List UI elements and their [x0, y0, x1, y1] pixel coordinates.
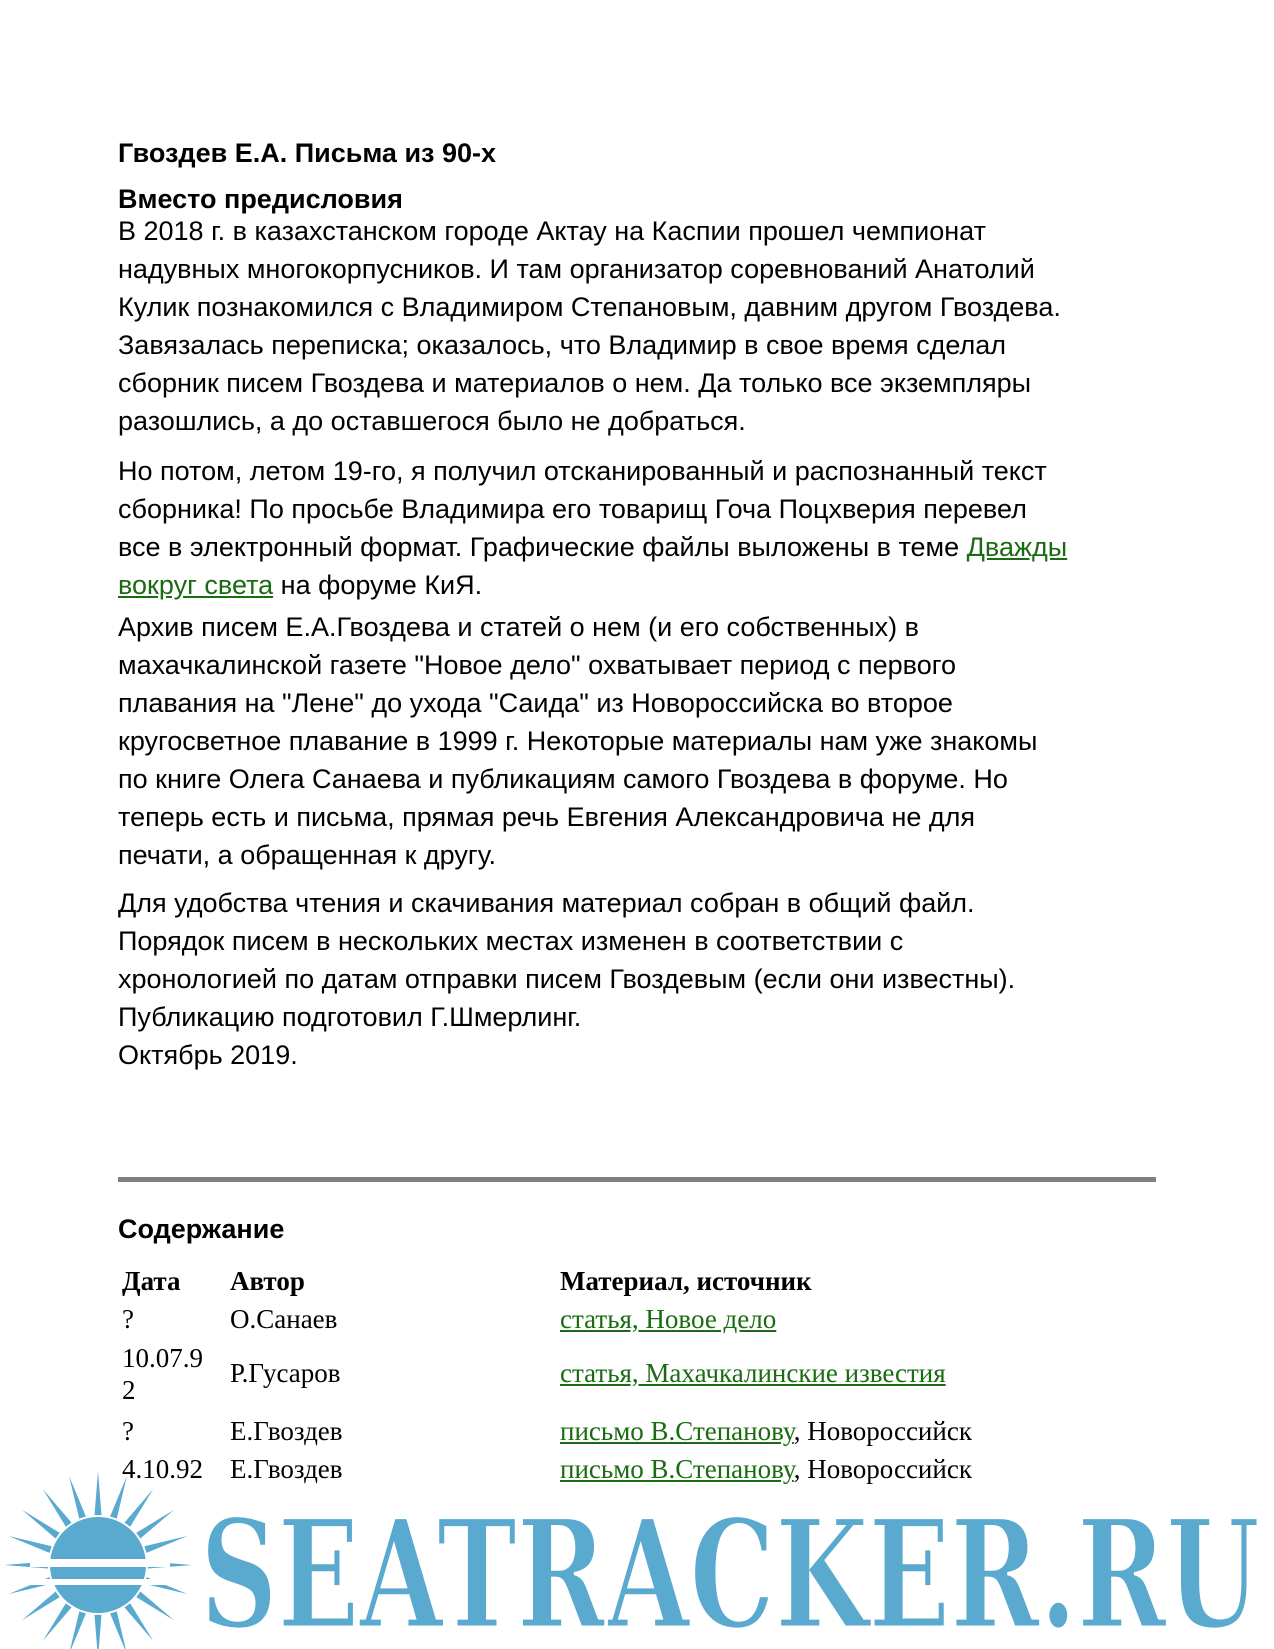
row-author: Е.Гвоздев	[230, 1454, 343, 1484]
forum-topic-link-continued[interactable]: вокруг света	[118, 570, 274, 600]
text-line: печати, а обращенная к другу.	[118, 840, 497, 870]
text-fragment: на форуме КиЯ.	[273, 570, 483, 600]
paragraph-3	[118, 608, 1158, 874]
sun-ray	[22, 1510, 60, 1539]
text-line: сборник писем Гвоздева и материалов о нем. Да только все экземпляры	[118, 368, 1032, 398]
sun-icon	[4, 1471, 192, 1649]
row-material	[560, 1304, 776, 1335]
row-author: О.Санаев	[230, 1304, 338, 1334]
text-fragment: все в электронный формат. Графические файлы выложены в теме	[118, 532, 967, 562]
paragraph-2	[118, 452, 1158, 604]
sun-ray	[69, 1611, 86, 1649]
paragraph-4	[118, 884, 1158, 1074]
sun-ray	[9, 1536, 52, 1553]
row-date-part: 2	[122, 1375, 136, 1405]
text-line: Порядок писем в нескольких местах изменен в соответствии с	[118, 926, 904, 956]
sun-ray	[110, 1611, 127, 1649]
material-link[interactable]: статья, Новое дело	[560, 1304, 777, 1334]
row-location: , Новороссийск	[793, 1454, 972, 1484]
sun-ray	[95, 1615, 102, 1649]
text-line: махачкалинской газете "Новое дело" охватывает период с первого	[118, 650, 956, 680]
watermark-logo	[0, 1455, 1274, 1649]
row-material	[560, 1358, 946, 1389]
contents-heading: Содержание	[118, 1214, 285, 1244]
text-line: плавания на "Лене" до ухода "Саида" из Новороссийска во второе	[118, 688, 953, 718]
material-link[interactable]: статья, Махачкалинские известия	[560, 1358, 946, 1388]
forum-topic-link[interactable]: Дважды	[966, 532, 1068, 562]
text-line: Архив писем Е.А.Гвоздева и статей о нем (и его собственных) в	[118, 612, 919, 642]
sun-ray	[69, 1476, 86, 1519]
row-date-part: 10.07.9	[122, 1343, 203, 1373]
watermark-text: SEATRACKER.RU	[200, 1487, 1260, 1649]
text-line: Для удобства чтения и скачивания материал собран в общий файл.	[118, 888, 975, 918]
text-line: хронологией по датам отправки писем Гвоздевым (если они известны).	[118, 964, 1016, 994]
row-date: ?	[122, 1416, 134, 1446]
text-line: теперь есть и письма, прямая речь Евгения Александровича не для	[118, 802, 976, 832]
text-line: разошлись, а до оставшегося было не добраться.	[118, 406, 746, 436]
row-date: ?	[122, 1304, 134, 1334]
column-header-material: Материал, источник	[560, 1266, 812, 1296]
text-line: надувных многокорпусников. И там организатор соревнований Анатолий	[118, 254, 1035, 284]
text-line: по книге Олега Санаева и публикациям самого Гвоздева в форуме. Но	[118, 764, 1008, 794]
row-author: Р.Гусаров	[230, 1358, 341, 1388]
sun-ray	[43, 1489, 72, 1527]
sun-ray	[136, 1591, 174, 1620]
row-location: , Новороссийск	[793, 1416, 972, 1446]
horizontal-divider	[118, 1177, 1156, 1182]
text-line: Публикацию подготовил Г.Шмерлинг.	[118, 1002, 582, 1032]
paragraph-1	[118, 212, 1158, 440]
text-line: сборника! По просьбе Владимира его товарищ Гоча Поцхверия перевел	[118, 494, 1027, 524]
section-heading-preface: Вместо предисловия	[118, 184, 403, 214]
text-line: кругосветное плавание в 1999 г. Некоторые материалы нам уже знакомы	[118, 726, 1038, 756]
text-line	[118, 528, 1158, 566]
text-line: Завязалась переписка; оказалось, что Владимир в свое время сделал	[118, 330, 1006, 360]
sun-ray	[124, 1489, 153, 1527]
row-material	[560, 1416, 972, 1447]
sun-ray	[95, 1471, 102, 1515]
material-link[interactable]: письмо В.Степанову	[560, 1454, 794, 1484]
material-link[interactable]: письмо В.Степанову	[560, 1416, 794, 1446]
text-line: Но потом, летом 19-го, я получил отсканированный и распознанный текст	[118, 456, 1047, 486]
text-line: В 2018 г. в казахстанском городе Актау на Каспии прошел чемпионат	[118, 216, 986, 246]
sun-ray	[144, 1536, 187, 1553]
document-title: Гвоздев Е.А. Письма из 90-х	[118, 138, 497, 168]
sun-ray	[22, 1591, 60, 1620]
column-header-author: Автор	[230, 1266, 305, 1296]
sun-ray	[110, 1476, 127, 1519]
text-line: Октябрь 2019.	[118, 1040, 298, 1070]
column-header-date: Дата	[122, 1266, 181, 1296]
row-date	[122, 1342, 222, 1406]
sun-ray	[124, 1603, 153, 1641]
sun-ray	[43, 1603, 72, 1641]
text-line	[118, 566, 1158, 604]
text-line: Кулик познакомился с Владимиром Степановым, давним другом Гвоздева.	[118, 292, 1061, 322]
row-author: Е.Гвоздев	[230, 1416, 343, 1446]
sun-ray	[136, 1510, 174, 1539]
row-date: 4.10.92	[122, 1454, 203, 1484]
